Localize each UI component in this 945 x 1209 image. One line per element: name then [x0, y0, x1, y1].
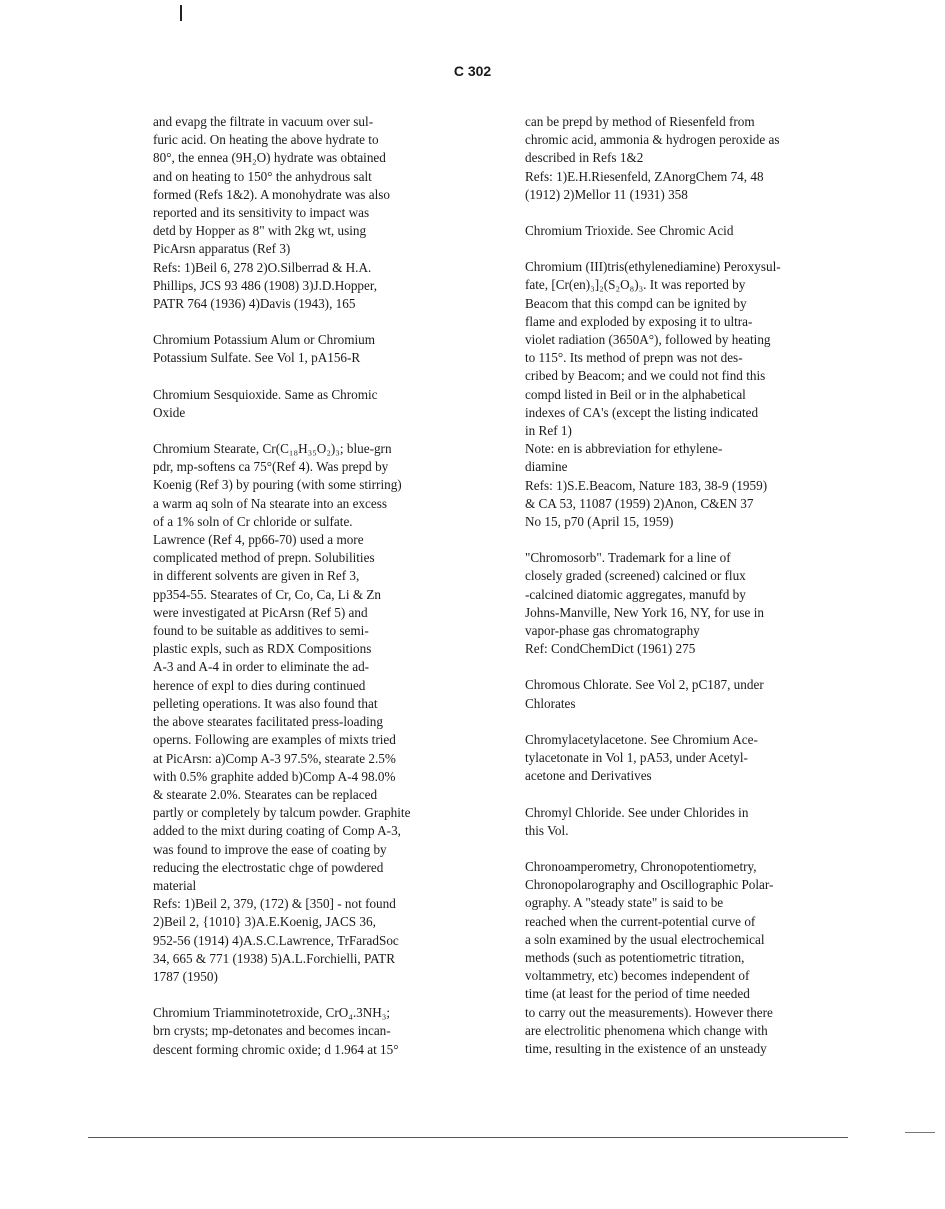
text-line: "Chromosorb". Trademark for a line of — [525, 550, 731, 566]
text-line: are electrolitic phenomena which change with — [525, 1022, 768, 1038]
text-line: voltammetry, etc) becomes independent of — [525, 968, 750, 984]
text-line: closely graded (screened) calcined or flux — [525, 568, 746, 584]
text-line: pp354-55. Stearates of Cr, Co, Ca, Li & Zn — [153, 586, 382, 602]
paragraph — [525, 549, 840, 658]
text-line: PicArsn apparatus (Ref 3) — [153, 241, 291, 257]
text-line: 80°, the ennea (9H₂O) hydrate was obtained — [153, 150, 386, 166]
text-line: Phillips, JCS 93 486 (1908) 3)J.D.Hopper, — [153, 277, 378, 293]
text-line: chromic acid, ammonia & hydrogen peroxide as — [525, 132, 780, 148]
text-line: pdr, mp-softens ca 75°(Ref 4). Was prepd by — [153, 459, 389, 475]
text-line: Chlorates — [525, 695, 576, 711]
text-line: Refs: 1)S.E.Beacom, Nature 183, 38-9 (1959) — [525, 477, 768, 493]
text-line: -calcined diatomic aggregates, manufd by — [525, 586, 746, 602]
text-line: time (at least for the period of time needed — [525, 986, 750, 1002]
text-line: to carry out the measurements). However there — [525, 1004, 773, 1020]
text-line: reported and its sensitivity to impact was — [153, 205, 370, 221]
paragraph — [153, 386, 483, 422]
text-line: 2)Beil 2, {1010} 3)A.E.Koenig, JACS 36, — [153, 914, 376, 930]
paragraph — [153, 113, 483, 313]
text-line: Refs: 1)Beil 6, 278 2)O.Silberrad & H.A. — [153, 259, 372, 275]
text-line: & CA 53, 11087 (1959) 2)Anon, C&EN 37 — [525, 495, 754, 511]
text-line: in Ref 1) — [525, 423, 572, 439]
text-line: detd by Hopper as 8" with 2kg wt, using — [153, 223, 367, 239]
text-line: was found to improve the ease of coating by — [153, 841, 387, 857]
text-line: found to be suitable as additives to semi- — [153, 623, 369, 639]
paragraph — [525, 676, 840, 712]
text-line: PATR 764 (1936) 4)Davis (1943), 165 — [153, 296, 356, 312]
text-line: complicated method of prepn. Solubilities — [153, 550, 375, 566]
text-line: Note: en is abbreviation for ethylene- — [525, 441, 723, 457]
scan-mark — [180, 5, 182, 21]
text-line: were investigated at PicArsn (Ref 5) and — [153, 604, 368, 620]
text-line: Chromyl Chloride. See under Chlorides in — [525, 804, 749, 820]
text-line: pelleting operations. It was also found that — [153, 695, 378, 711]
text-line: Chromium Trioxide. See Chromic Acid — [525, 223, 734, 239]
text-line: herence of expl to dies during continued — [153, 677, 366, 693]
text-line: & stearate 2.0%. Stearates can be replaced — [153, 786, 378, 802]
text-line: and evapg the filtrate in vacuum over sul- — [153, 114, 374, 129]
text-line: to 115°. Its method of prepn was not des- — [525, 350, 743, 366]
text-line: violet radiation (3650A°), followed by heating — [525, 332, 771, 348]
left-column — [153, 113, 483, 1077]
text-line: Potassium Sulfate. See Vol 1, pA156-R — [153, 350, 361, 366]
paragraph — [525, 113, 840, 204]
text-line: ography. A "steady state" is said to be — [525, 895, 724, 911]
text-line: diamine — [525, 459, 568, 475]
text-line: 1787 (1950) — [153, 968, 218, 984]
text-line: Chronoamperometry, Chronopotentiometry, — [525, 858, 757, 874]
text-line: partly or completely by talcum powder. Graphite — [153, 805, 411, 821]
footer-rule-end — [905, 1132, 935, 1133]
text-line: Refs: 1)Beil 2, 379, (172) & [350] - not found — [153, 896, 396, 912]
text-line: Lawrence (Ref 4, pp66-70) used a more — [153, 532, 364, 548]
text-line: fate, [Cr(en)₃]₂(S₂O₈)₃. It was reported by — [525, 277, 746, 293]
text-line: operns. Following are examples of mixts tried — [153, 732, 396, 748]
text-line: a soln examined by the usual electrochemical — [525, 931, 765, 947]
text-line: furic acid. On heating the above hydrate to — [153, 132, 379, 148]
paragraph — [525, 804, 840, 840]
text-line: Beacom that this compd can be ignited by — [525, 295, 747, 311]
text-line: Chromium (III)tris(ethylenediamine) Peroxysul- — [525, 259, 781, 275]
footer-rule — [88, 1137, 848, 1138]
text-line: can be prepd by method of Riesenfeld from — [525, 114, 755, 129]
text-line: indexes of CA's (except the listing indicated — [525, 404, 759, 420]
paragraph — [153, 331, 483, 367]
paragraph — [153, 440, 483, 986]
text-line: No 15, p70 (April 15, 1959) — [525, 514, 674, 530]
text-line: added to the mixt during coating of Comp A-3, — [153, 823, 401, 839]
text-line: plastic expls, such as RDX Compositions — [153, 641, 372, 657]
text-line: Chromium Sesquioxide. Same as Chromic — [153, 386, 378, 402]
right-column — [525, 113, 840, 1076]
text-line: Koenig (Ref 3) by pouring (with some stirring) — [153, 477, 402, 493]
paragraph — [153, 1004, 483, 1059]
text-line: Johns-Manville, New York 16, NY, for use in — [525, 604, 764, 620]
text-line: tylacetonate in Vol 1, pA53, under Acetyl- — [525, 750, 748, 766]
text-line: material — [153, 877, 197, 893]
text-line: Chromylacetylacetone. See Chromium Ace- — [525, 731, 758, 747]
text-line: formed (Refs 1&2). A monohydrate was also — [153, 186, 390, 202]
text-line: Refs: 1)E.H.Riesenfeld, ZAnorgChem 74, 48 — [525, 168, 764, 184]
text-line: Chronopolarography and Oscillographic Polar- — [525, 877, 774, 893]
paragraph — [525, 731, 840, 786]
text-line: reducing the electrostatic chge of powdered — [153, 859, 384, 875]
text-line: and on heating to 150° the anhydrous salt — [153, 168, 372, 184]
text-line: this Vol. — [525, 822, 569, 838]
text-line: a warm aq soln of Na stearate into an excess — [153, 495, 387, 511]
text-line: (1912) 2)Mellor 11 (1931) 358 — [525, 186, 688, 202]
text-line: described in Refs 1&2 — [525, 150, 644, 166]
text-line: Chromium Potassium Alum or Chromium — [153, 332, 376, 348]
text-line: 34, 665 & 771 (1938) 5)A.L.Forchielli, PATR — [153, 950, 396, 966]
page-header: C 302 — [453, 63, 492, 79]
text-line: methods (such as potentiometric titration, — [525, 949, 745, 965]
paragraph — [525, 258, 840, 531]
text-line: Chromium Triamminotetroxide, CrO₄.3NH₃; — [153, 1005, 391, 1021]
text-line: compd listed in Beil or in the alphabetical — [525, 386, 746, 402]
text-line: Chromous Chlorate. See Vol 2, pC187, under — [525, 677, 764, 693]
text-line: descent forming chromic oxide; d 1.964 at 15° — [153, 1041, 399, 1057]
text-line: of a 1% soln of Cr chloride or sulfate. — [153, 513, 353, 529]
text-line: 952-56 (1914) 4)A.S.C.Lawrence, TrFaradSoc — [153, 932, 399, 948]
text-line: brn crysts; mp-detonates and becomes incan- — [153, 1023, 391, 1039]
text-line: vapor-phase gas chromatography — [525, 623, 700, 639]
paragraph — [525, 858, 840, 1058]
text-line: the above stearates facilitated press-loading — [153, 714, 383, 730]
text-line: Chromium Stearate, Cr(C₁₈H₃₅O₂)₃; blue-grn — [153, 441, 392, 457]
text-line: at PicArsn: a)Comp A-3 97.5%, stearate 2.5% — [153, 750, 396, 766]
text-line: Oxide — [153, 404, 186, 420]
text-line: with 0.5% graphite added b)Comp A-4 98.0% — [153, 768, 396, 784]
text-line: acetone and Derivatives — [525, 768, 652, 784]
text-line: reached when the current-potential curve of — [525, 913, 756, 929]
text-line: Ref: CondChemDict (1961) 275 — [525, 641, 696, 657]
text-line: cribed by Beacom; and we could not find this — [525, 368, 766, 384]
text-line: time, resulting in the existence of an unsteady — [525, 1040, 767, 1056]
text-line: in different solvents are given in Ref 3, — [153, 568, 360, 584]
paragraph — [525, 222, 840, 240]
text-line: flame and exploded by exposing it to ultra- — [525, 313, 753, 329]
text-line: A-3 and A-4 in order to eliminate the ad- — [153, 659, 370, 675]
